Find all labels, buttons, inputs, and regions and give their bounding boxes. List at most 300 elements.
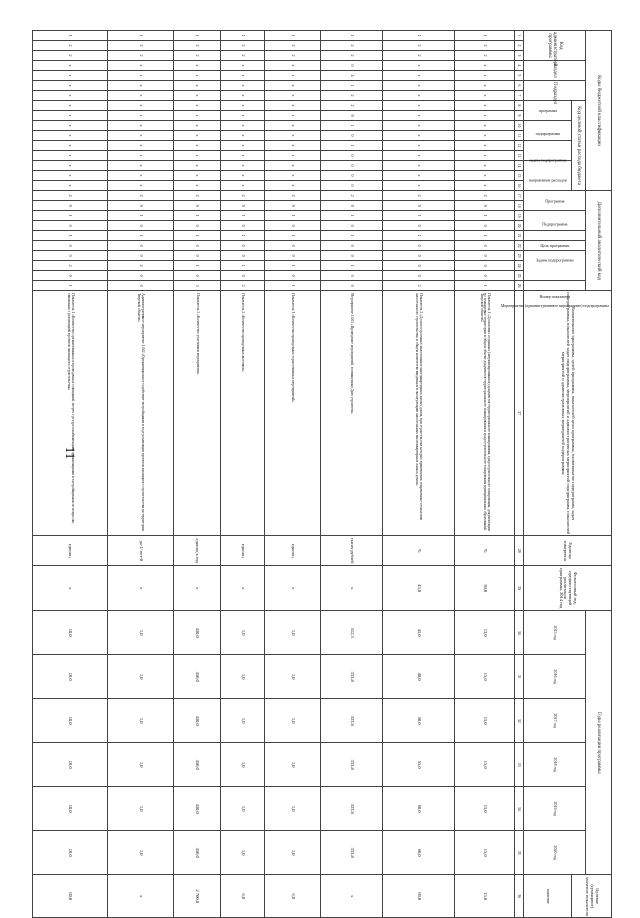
- column-index: 2: [515, 41, 524, 51]
- code-cell: 0: [321, 181, 383, 191]
- code-cell: 0: [455, 271, 515, 281]
- code-cell: x: [33, 91, 108, 101]
- code-cell: x: [383, 161, 455, 171]
- column-index: 25: [515, 271, 524, 281]
- code-cell: 2: [383, 41, 455, 51]
- target-value-cell: x: [108, 875, 174, 918]
- code-cell: 0: [108, 221, 174, 231]
- year-value-cell: 450,0: [174, 699, 221, 743]
- code-cell: x: [455, 61, 515, 71]
- code-cell: 0: [455, 221, 515, 231]
- code-cell: x: [33, 121, 108, 131]
- code-cell: 2: [221, 41, 265, 51]
- code-cell: x: [108, 131, 174, 141]
- column-index: 12: [515, 141, 524, 151]
- code-cell: x: [33, 151, 108, 161]
- target-value-cell: 6,0: [265, 875, 321, 918]
- code-cell: 2: [108, 41, 174, 51]
- code-cell: x: [33, 71, 108, 81]
- code-cell: 0: [221, 241, 265, 251]
- code-cell: x: [221, 91, 265, 101]
- code-cell: x: [221, 81, 265, 91]
- code-cell: x: [221, 61, 265, 71]
- code-cell: 1: [33, 281, 108, 291]
- year-value-cell: 1,0: [108, 699, 174, 743]
- year-value-cell: 15,0: [455, 787, 515, 831]
- code-cell: x: [33, 101, 108, 111]
- a-indicator-header: Номер показателя: [524, 281, 586, 291]
- year-value-cell: 60,0: [383, 787, 455, 831]
- code-cell: 2: [455, 51, 515, 61]
- code-cell: 0: [321, 61, 383, 71]
- code-cell: 0: [265, 251, 321, 261]
- code-cell: x: [383, 101, 455, 111]
- code-cell: 0: [321, 241, 383, 251]
- code-cell: x: [33, 111, 108, 121]
- code-cell: 9: [383, 201, 455, 211]
- year-value-cell: 1,0: [108, 743, 174, 787]
- code-cell: 0: [321, 271, 383, 281]
- column-index: 29: [515, 566, 524, 611]
- code-cell: 2: [265, 41, 321, 51]
- code-cell: x: [383, 91, 455, 101]
- target-value-cell: 60,0: [33, 875, 108, 918]
- podrazdel-header: Подраздел: [524, 81, 586, 101]
- code-cell: 2: [455, 41, 515, 51]
- year-value-cell: 1,0: [265, 699, 321, 743]
- code-cell: x: [455, 141, 515, 151]
- code-cell: 2: [108, 51, 174, 61]
- code-cell: 2: [321, 91, 383, 101]
- a-task-header: Задача подпрограммы: [524, 241, 586, 251]
- code-cell: 1: [174, 261, 221, 271]
- row-name-cell: Административное мероприятие 1.002 «Организационное содействие застройщикам в ходе реализации проектов жилищного строительства на территории Тверской области»: [108, 291, 174, 536]
- code-cell: x: [108, 111, 174, 121]
- page-number: 11: [63, 446, 78, 460]
- code-cell: 1: [321, 121, 383, 131]
- code-cell: 9: [321, 111, 383, 121]
- column-index: 6: [515, 81, 524, 91]
- unit-cell: единиц: [221, 536, 265, 566]
- code-cell: 0: [321, 221, 383, 231]
- code-cell: 0: [221, 251, 265, 261]
- code-cell: 9: [174, 201, 221, 211]
- code-cell: 9: [108, 201, 174, 211]
- row-name-cell: Показатель 1 «Количество проведенных торжественных мероприятий»: [265, 291, 321, 536]
- code-cell: 2: [221, 51, 265, 61]
- code-cell: 0: [321, 161, 383, 171]
- code-cell: 1: [265, 211, 321, 221]
- code-cell: x: [383, 141, 455, 151]
- code-cell: x: [33, 131, 108, 141]
- years-group-header: Годы реализации программы: [586, 611, 612, 875]
- code-cell: x: [383, 81, 455, 91]
- code-cell: 0: [174, 221, 221, 231]
- code-cell: x: [265, 171, 321, 181]
- year-value-cell: 1,0: [108, 655, 174, 699]
- code-cell: x: [174, 151, 221, 161]
- a-goal-header: Цель программы: [524, 231, 586, 241]
- year-value-cell: 1,0: [108, 611, 174, 655]
- code-cell: 0: [108, 241, 174, 251]
- code-cell: x: [455, 181, 515, 191]
- table-row: [321, 31, 383, 918]
- year-value-cell: 13,0: [455, 611, 515, 655]
- code-cell: 0: [265, 221, 321, 231]
- code-cell: 2: [33, 261, 108, 271]
- code-cell: x: [33, 181, 108, 191]
- code-cell: x: [221, 101, 265, 111]
- code-cell: x: [174, 141, 221, 151]
- code-cell: 1: [108, 31, 174, 41]
- code-cell: x: [455, 101, 515, 111]
- code-cell: x: [108, 91, 174, 101]
- code-cell: 0: [321, 171, 383, 181]
- code-cell: 1: [33, 211, 108, 221]
- year-value-cell: 1,0: [265, 743, 321, 787]
- year-value-cell: 10,0: [33, 831, 108, 875]
- code-cell: 1: [265, 261, 321, 271]
- column-index: 30: [515, 611, 524, 655]
- code-cell: 2: [33, 51, 108, 61]
- year-value-cell: 60,0: [383, 831, 455, 875]
- code-cell: 2: [33, 191, 108, 201]
- code-cell: 1: [221, 211, 265, 221]
- code-cell: 2: [221, 281, 265, 291]
- code-cell: x: [174, 181, 221, 191]
- code-cell: x: [265, 131, 321, 141]
- code-cell: x: [221, 131, 265, 141]
- code-cell: x: [455, 71, 515, 81]
- code-cell: x: [265, 151, 321, 161]
- code-cell: 9: [321, 201, 383, 211]
- code-cell: 2: [455, 191, 515, 201]
- code-cell: 0: [33, 221, 108, 231]
- code-cell: 0: [174, 241, 221, 251]
- table-row: [221, 31, 265, 918]
- target-value-cell: 2 700,0: [174, 875, 221, 918]
- year-value-cell: 1,0: [108, 831, 174, 875]
- year-value-cell: 333,8: [321, 831, 383, 875]
- code-cell: 1: [265, 231, 321, 241]
- year-value-cell: 10,0: [33, 655, 108, 699]
- code-cell: 2: [108, 191, 174, 201]
- column-index: 34: [515, 787, 524, 831]
- fin-year-cell: 45,0: [383, 566, 455, 611]
- column-index: 28: [515, 536, 524, 566]
- code-cell: x: [455, 91, 515, 101]
- code-cell: 2: [383, 51, 455, 61]
- code-cell: 0: [33, 251, 108, 261]
- year-2016-header: 2016 год: [524, 655, 586, 699]
- code-cell: 1: [33, 231, 108, 241]
- fin-year-cell: x: [174, 566, 221, 611]
- code-cell: x: [108, 71, 174, 81]
- code-cell: x: [455, 171, 515, 181]
- code-cell: 1: [455, 281, 515, 291]
- column-index: 18: [515, 201, 524, 211]
- code-cell: 1: [221, 231, 265, 241]
- code-cell: 2: [33, 41, 108, 51]
- code-cell: 0: [321, 251, 383, 261]
- year-value-cell: 1,0: [221, 655, 265, 699]
- table-row: [174, 31, 221, 918]
- code-cell: 0: [455, 241, 515, 251]
- code-cell: x: [108, 81, 174, 91]
- column-index: 32: [515, 699, 524, 743]
- year-value-cell: 55,0: [383, 743, 455, 787]
- year-2020-header: 2020 год: [524, 831, 586, 875]
- code-cell: 2: [108, 261, 174, 271]
- fin-year-cell: x: [321, 566, 383, 611]
- target-value-cell: 60,0: [383, 875, 455, 918]
- code-cell: x: [108, 171, 174, 181]
- code-cell: x: [265, 61, 321, 71]
- column-index: 17: [515, 191, 524, 201]
- code-cell: x: [265, 71, 321, 81]
- code-cell: 0: [108, 281, 174, 291]
- year-2019-header: 2019 год: [524, 787, 586, 831]
- admin-code-header: Код администратора программы: [524, 31, 586, 61]
- column-index: 33: [515, 743, 524, 787]
- code-cell: 1: [321, 261, 383, 271]
- code-cell: x: [221, 111, 265, 121]
- year-value-cell: 450,0: [174, 787, 221, 831]
- program-table: [32, 30, 612, 918]
- target-value-cell: 6,0: [221, 875, 265, 918]
- code-cell: x: [174, 111, 221, 121]
- year-value-cell: 450,0: [174, 611, 221, 655]
- year-2017-header: 2017 год: [524, 699, 586, 743]
- razdel-header: Раздел: [524, 61, 586, 81]
- unit-cell: тысяч рублей: [321, 536, 383, 566]
- column-index: 3: [515, 51, 524, 61]
- code-cell: x: [174, 171, 221, 181]
- code-cell: x: [265, 141, 321, 151]
- column-index: 36: [515, 875, 524, 918]
- code-cell: 0: [108, 251, 174, 261]
- target-value-cell: x: [321, 875, 383, 918]
- code-cell: 0: [383, 261, 455, 271]
- code-cell: x: [221, 71, 265, 81]
- code-cell: x: [383, 171, 455, 181]
- column-index: 10: [515, 121, 524, 131]
- code-cell: 1: [108, 231, 174, 241]
- code-cell: 0: [383, 221, 455, 231]
- code-cell: x: [221, 141, 265, 151]
- fin-year-cell: x: [33, 566, 108, 611]
- fin-year-cell: x: [265, 566, 321, 611]
- code-cell: 9: [455, 201, 515, 211]
- code-cell: x: [265, 181, 321, 191]
- code-cell: 2: [321, 41, 383, 51]
- code-cell: 0: [383, 251, 455, 261]
- code-cell: x: [383, 151, 455, 161]
- code-cell: x: [221, 151, 265, 161]
- code-cell: 0: [265, 241, 321, 251]
- year-value-cell: 1,0: [265, 611, 321, 655]
- target-value-header: значение: [524, 875, 572, 918]
- programma-header: программа: [524, 101, 572, 121]
- code-cell: 0: [174, 271, 221, 281]
- year-value-cell: 333,8: [321, 787, 383, 831]
- code-cell: 2: [321, 51, 383, 61]
- code-cell: x: [221, 171, 265, 181]
- code-cell: x: [108, 161, 174, 171]
- code-cell: 2: [174, 41, 221, 51]
- code-cell: x: [221, 181, 265, 191]
- code-cell: x: [108, 141, 174, 151]
- code-cell: 2: [383, 191, 455, 201]
- table-row: [33, 31, 108, 918]
- code-cell: x: [33, 81, 108, 91]
- a-programma-header: Программа: [524, 191, 586, 211]
- code-cell: 0: [33, 271, 108, 281]
- code-cell: x: [265, 111, 321, 121]
- code-cell: 0: [221, 221, 265, 231]
- table-row: [383, 31, 455, 918]
- code-cell: x: [221, 121, 265, 131]
- year-value-cell: 50,0: [383, 699, 455, 743]
- code-cell: 0: [221, 271, 265, 281]
- zadacha-header: задача подпрограммы: [524, 141, 572, 161]
- code-cell: 2: [174, 51, 221, 61]
- code-cell: x: [108, 181, 174, 191]
- year-value-cell: 1,0: [265, 831, 321, 875]
- column-index: 23: [515, 251, 524, 261]
- row-name-cell: Показатель 2 «Количество проведенных выставок»: [221, 291, 265, 536]
- code-cell: 1: [221, 261, 265, 271]
- code-cell: 2: [265, 191, 321, 201]
- column-index: 9: [515, 111, 524, 121]
- code-cell: 1: [321, 31, 383, 41]
- year-value-cell: 1,0: [108, 787, 174, 831]
- unit-cell: %: [455, 536, 515, 566]
- code-cell: x: [455, 131, 515, 141]
- a-podprogramma-header: Подпрограмма: [524, 211, 586, 231]
- code-cell: 2: [383, 281, 455, 291]
- year-value-cell: 15,0: [455, 743, 515, 787]
- year-value-cell: 333,8: [321, 699, 383, 743]
- name-column-header: Наименование программы, целей программы, показателей цели программы, наименование подпрограмм, задач подпрограммы, показателей задач подпрограммы, мероприятий и административных мероприятий подпрограмм, показателей мероприятий и административных мероприятий подпрограммы: [524, 291, 612, 536]
- table-row: [265, 31, 321, 918]
- code-cell: x: [265, 161, 321, 171]
- code-cell: x: [174, 61, 221, 71]
- napravlenie-header: направление расходов: [524, 161, 572, 191]
- code-cell: x: [33, 61, 108, 71]
- code-cell: 1: [174, 211, 221, 221]
- column-index: 24: [515, 261, 524, 271]
- year-value-cell: 1,0: [221, 611, 265, 655]
- code-cell: x: [108, 121, 174, 131]
- column-index: 14: [515, 161, 524, 171]
- code-cell: 2: [321, 101, 383, 111]
- code-cell: x: [174, 101, 221, 111]
- code-cell: 1: [321, 231, 383, 241]
- code-cell: 1: [455, 211, 515, 221]
- code-cell: 1: [383, 231, 455, 241]
- code-cell: 9: [265, 201, 321, 211]
- column-index: 5: [515, 71, 524, 81]
- code-cell: 0: [321, 131, 383, 141]
- code-cell: x: [455, 81, 515, 91]
- code-cell: x: [383, 131, 455, 141]
- code-cell: x: [108, 151, 174, 161]
- year-value-cell: 1,0: [265, 655, 321, 699]
- code-cell: 3: [174, 281, 221, 291]
- column-index: 35: [515, 831, 524, 875]
- year-value-cell: 450,0: [174, 655, 221, 699]
- year-value-cell: 450,0: [174, 743, 221, 787]
- code-cell: x: [108, 61, 174, 71]
- code-cell: x: [455, 151, 515, 161]
- code-cell: x: [265, 81, 321, 91]
- fin-year-cell: x: [221, 566, 265, 611]
- code-cell: 0: [265, 271, 321, 281]
- target-value-cell: 15,0: [455, 875, 515, 918]
- table-row: [455, 31, 515, 918]
- code-cell: 9: [33, 201, 108, 211]
- code-cell: x: [33, 161, 108, 171]
- year-value-cell: 1,0: [221, 743, 265, 787]
- code-cell: 0: [33, 241, 108, 251]
- code-cell: 1: [174, 231, 221, 241]
- unit-cell: единиц в год: [174, 536, 221, 566]
- code-cell: x: [265, 121, 321, 131]
- code-cell: x: [383, 61, 455, 71]
- code-cell: x: [455, 111, 515, 121]
- year-value-cell: 15,0: [455, 831, 515, 875]
- code-cell: 1: [455, 231, 515, 241]
- code-cell: 0: [321, 281, 383, 291]
- row-name-cell: Показатель 1 «Доля новых созданных (актуализированных) документов территориального планирования, градостроительного зонирования, документации по планировке территории в общем объеме документов территориального планирования и градостроительного зонирования муниципальных образований Тверской области»: [455, 291, 515, 536]
- code-cell: 1: [174, 31, 221, 41]
- code-cell: x: [455, 121, 515, 131]
- code-cell: x: [383, 111, 455, 121]
- code-cell: 1: [383, 31, 455, 41]
- column-index: 26: [515, 281, 524, 291]
- target-group-header: Целевое (суммарное) значение показателя: [572, 875, 612, 918]
- code-cell: 1: [108, 211, 174, 221]
- column-index: 27: [515, 291, 524, 536]
- code-cell: 1: [321, 81, 383, 91]
- code-cell: x: [221, 161, 265, 171]
- row-name-cell: Показатель 1 «Количество организованных и проведенных совещаний, встреч с ресурсоснабжающими организациями и застройщиками по вопросам, связанным с реализацией проектов жилищного строительства»: [33, 291, 108, 536]
- fin-year-cell: x: [108, 566, 174, 611]
- column-index: 4: [515, 61, 524, 71]
- code-cell: 2: [221, 191, 265, 201]
- code-cell: 1: [33, 31, 108, 41]
- code-cell: 1: [265, 281, 321, 291]
- fin-year-header: Финансовый год, предшествующий реализации программы, 2014 год: [524, 566, 612, 611]
- rotated-page: [67, 30, 612, 916]
- column-index: 20: [515, 221, 524, 231]
- row-name-cell: Мероприятие 1.001 «Проведение мероприятий, посвященных Дню строителя»: [321, 291, 383, 536]
- code-cell: x: [33, 141, 108, 151]
- code-cell: 0: [108, 271, 174, 281]
- code-cell: x: [33, 171, 108, 181]
- code-cell: 4: [321, 71, 383, 81]
- header-row-1: [586, 31, 612, 918]
- row-name-cell: Показатель 2 «Доля построенных малоэтажных многоквартирных жилых домов, при строительстве которых применялись современные технологии малоэтажного строительства, в общем количестве введенных в эксплуатацию малоэтажных многоквартирных жилых домов»: [383, 291, 455, 536]
- code-cell: x: [174, 71, 221, 81]
- code-cell: 9: [221, 201, 265, 211]
- column-index: 15: [515, 171, 524, 181]
- analytic-code-header: Дополнительный аналитический код: [586, 191, 612, 291]
- code-cell: x: [174, 81, 221, 91]
- code-cell: 1: [321, 211, 383, 221]
- code-cell: x: [174, 131, 221, 141]
